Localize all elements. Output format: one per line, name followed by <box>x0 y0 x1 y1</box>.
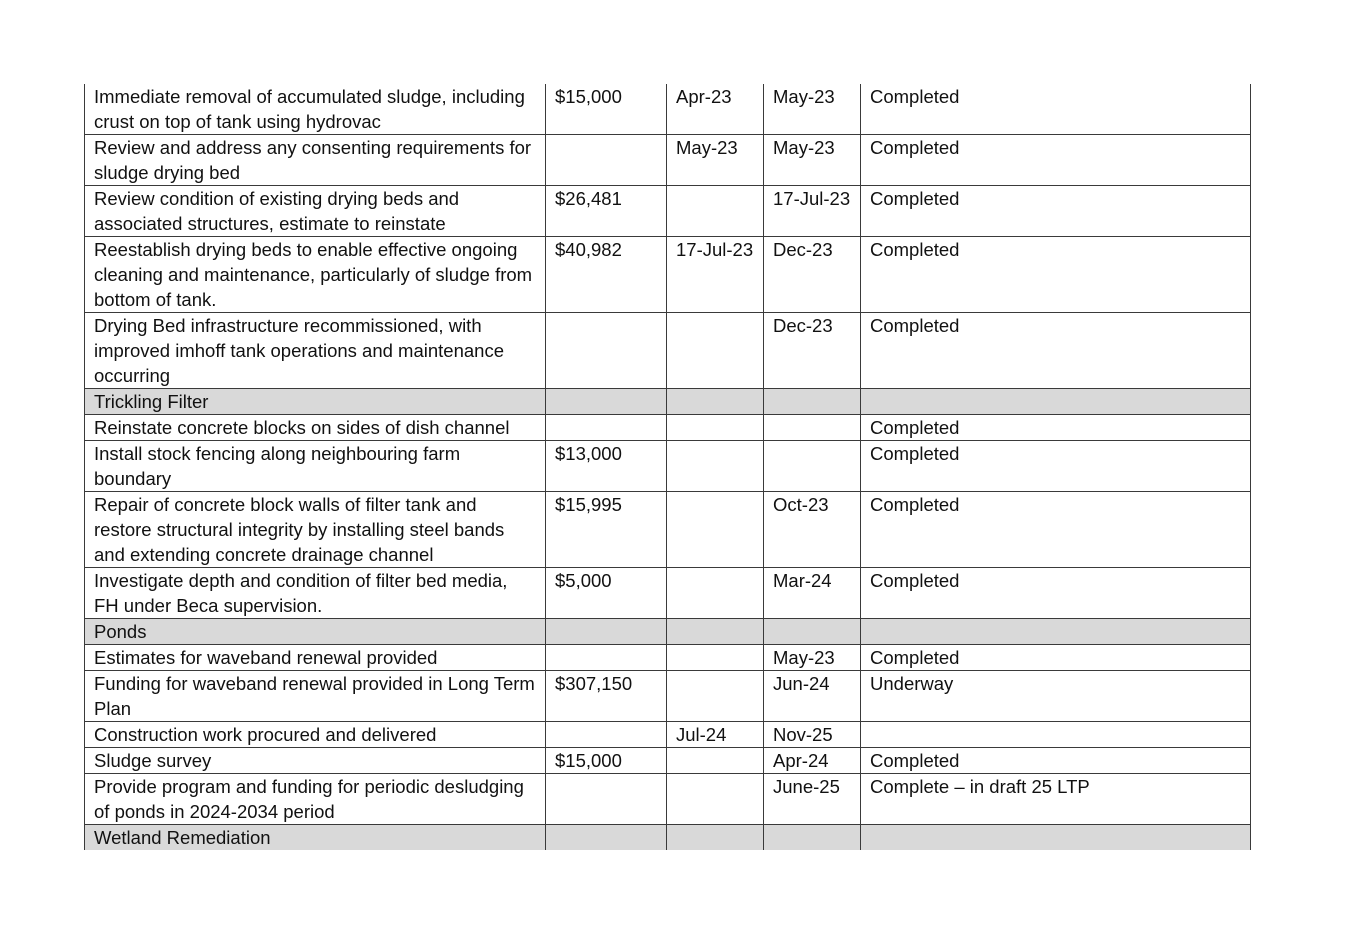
start-date-cell: May-23 <box>667 135 764 186</box>
end-date-cell: Dec-23 <box>764 313 861 389</box>
status-cell: Completed <box>861 415 1251 441</box>
start-date-cell <box>667 389 764 415</box>
table-row <box>85 237 1251 313</box>
cost-cell <box>546 313 667 389</box>
end-date-cell: May-23 <box>764 645 861 671</box>
cost-cell: $15,000 <box>546 748 667 774</box>
table-row <box>85 135 1251 186</box>
table-row <box>85 722 1251 748</box>
end-date-cell: Apr-24 <box>764 748 861 774</box>
cost-cell: $307,150 <box>546 671 667 722</box>
table-row <box>85 492 1251 568</box>
status-cell <box>861 619 1251 645</box>
works-table <box>84 84 1251 850</box>
end-date-cell: Oct-23 <box>764 492 861 568</box>
cost-cell <box>546 774 667 825</box>
start-date-cell: Apr-23 <box>667 84 764 135</box>
status-cell: Completed <box>861 84 1251 135</box>
start-date-cell: 17-Jul-23 <box>667 237 764 313</box>
status-cell: Completed <box>861 313 1251 389</box>
start-date-cell <box>667 645 764 671</box>
start-date-cell <box>667 186 764 237</box>
task-cell: Drying Bed infrastructure recommissioned, with improved imhoff tank operations and maintenance occurring <box>85 313 546 389</box>
end-date-cell <box>764 619 861 645</box>
task-cell: Immediate removal of accumulated sludge, including crust on top of tank using hydrovac <box>85 84 546 135</box>
cost-cell: $15,995 <box>546 492 667 568</box>
start-date-cell <box>667 671 764 722</box>
end-date-cell <box>764 389 861 415</box>
task-cell: Investigate depth and condition of filter bed media, FH under Beca supervision. <box>85 568 546 619</box>
table-row <box>85 84 1251 135</box>
cost-cell <box>546 645 667 671</box>
status-cell: Completed <box>861 492 1251 568</box>
end-date-cell: 17-Jul-23 <box>764 186 861 237</box>
cost-cell: $13,000 <box>546 441 667 492</box>
status-cell: Completed <box>861 748 1251 774</box>
status-cell: Completed <box>861 645 1251 671</box>
table-row <box>85 748 1251 774</box>
table-row <box>85 441 1251 492</box>
section-title: Wetland Remediation <box>85 825 546 851</box>
table-row <box>85 774 1251 825</box>
end-date-cell: June-25 <box>764 774 861 825</box>
cost-cell <box>546 722 667 748</box>
task-cell: Provide program and funding for periodic desludging of ponds in 2024-2034 period <box>85 774 546 825</box>
status-cell: Underway <box>861 671 1251 722</box>
works-table-body <box>85 84 1251 850</box>
table-row <box>85 313 1251 389</box>
section-header-row <box>85 389 1251 415</box>
task-cell: Reestablish drying beds to enable effective ongoing cleaning and maintenance, particularly of sludge from bottom of tank. <box>85 237 546 313</box>
end-date-cell: Nov-25 <box>764 722 861 748</box>
table-row <box>85 415 1251 441</box>
start-date-cell <box>667 748 764 774</box>
end-date-cell: May-23 <box>764 84 861 135</box>
table-row <box>85 568 1251 619</box>
start-date-cell: Jul-24 <box>667 722 764 748</box>
table-row <box>85 671 1251 722</box>
start-date-cell <box>667 441 764 492</box>
end-date-cell <box>764 825 861 851</box>
cost-cell <box>546 389 667 415</box>
section-header-row <box>85 619 1251 645</box>
task-cell: Funding for waveband renewal provided in Long Term Plan <box>85 671 546 722</box>
cost-cell <box>546 619 667 645</box>
table-row <box>85 645 1251 671</box>
cost-cell <box>546 415 667 441</box>
cost-cell <box>546 825 667 851</box>
status-cell: Completed <box>861 237 1251 313</box>
end-date-cell <box>764 441 861 492</box>
status-cell: Completed <box>861 568 1251 619</box>
status-cell <box>861 389 1251 415</box>
end-date-cell <box>764 415 861 441</box>
status-cell: Completed <box>861 135 1251 186</box>
start-date-cell <box>667 313 764 389</box>
task-cell: Review condition of existing drying beds and associated structures, estimate to reinstate <box>85 186 546 237</box>
section-title: Trickling Filter <box>85 389 546 415</box>
document-page <box>84 84 1250 850</box>
status-cell: Complete – in draft 25 LTP <box>861 774 1251 825</box>
task-cell: Sludge survey <box>85 748 546 774</box>
status-cell <box>861 722 1251 748</box>
start-date-cell <box>667 568 764 619</box>
start-date-cell <box>667 492 764 568</box>
start-date-cell <box>667 774 764 825</box>
end-date-cell: May-23 <box>764 135 861 186</box>
task-cell: Reinstate concrete blocks on sides of dish channel <box>85 415 546 441</box>
start-date-cell <box>667 415 764 441</box>
status-cell: Completed <box>861 441 1251 492</box>
cost-cell <box>546 135 667 186</box>
task-cell: Install stock fencing along neighbouring farm boundary <box>85 441 546 492</box>
section-title: Ponds <box>85 619 546 645</box>
end-date-cell: Jun-24 <box>764 671 861 722</box>
start-date-cell <box>667 619 764 645</box>
cost-cell: $40,982 <box>546 237 667 313</box>
table-row <box>85 186 1251 237</box>
cost-cell: $15,000 <box>546 84 667 135</box>
task-cell: Repair of concrete block walls of filter tank and restore structural integrity by installing steel bands and extending concrete drainage channel <box>85 492 546 568</box>
cost-cell: $26,481 <box>546 186 667 237</box>
task-cell: Estimates for waveband renewal provided <box>85 645 546 671</box>
status-cell: Completed <box>861 186 1251 237</box>
end-date-cell: Dec-23 <box>764 237 861 313</box>
start-date-cell <box>667 825 764 851</box>
task-cell: Review and address any consenting requirements for sludge drying bed <box>85 135 546 186</box>
end-date-cell: Mar-24 <box>764 568 861 619</box>
status-cell <box>861 825 1251 851</box>
cost-cell: $5,000 <box>546 568 667 619</box>
task-cell: Construction work procured and delivered <box>85 722 546 748</box>
section-header-row <box>85 825 1251 851</box>
